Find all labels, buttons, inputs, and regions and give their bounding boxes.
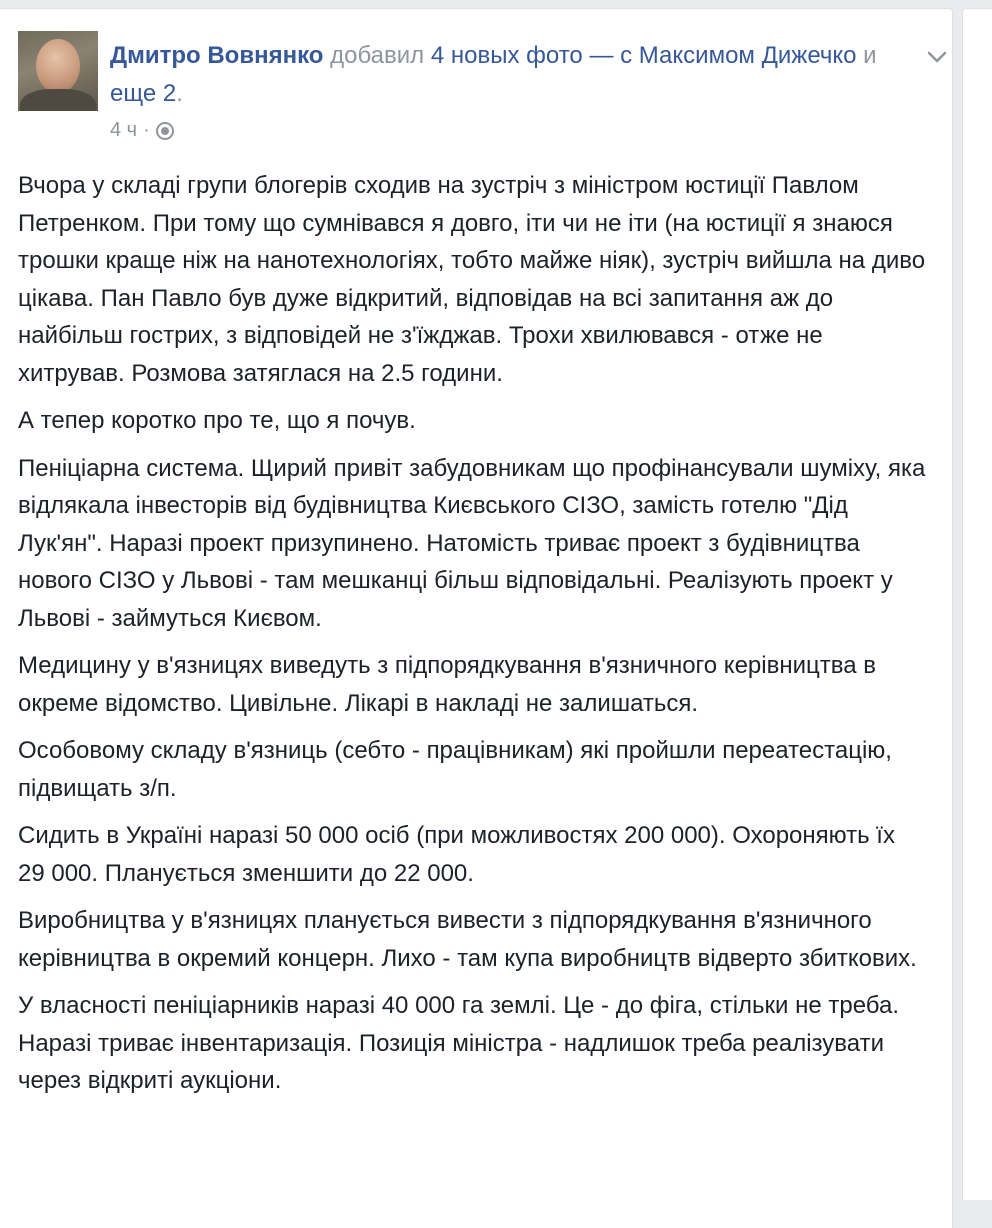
- headline-period: .: [176, 80, 183, 107]
- timestamp-link[interactable]: 4 ч: [110, 119, 138, 141]
- avatar-shirt: [20, 89, 96, 111]
- post-paragraph: А тепер коротко про те, що я почув.: [18, 407, 416, 434]
- and-text: и: [863, 42, 877, 69]
- author-link[interactable]: Дмитро Вовнянко: [110, 42, 324, 69]
- post-paragraph: Особовому складу в'язниць (себто - працівникам) які пройшли переатестацію, підвищать з/п.: [18, 737, 892, 802]
- post-headline: [110, 37, 900, 113]
- post-paragraph: Виробництва у в'язницях планується вивести з підпорядкування в'язничного керівництва в окремий концерн. Лихо - там купа виробництв відверто збиткових.: [18, 907, 917, 972]
- photos-link[interactable]: 4 новых фото: [430, 42, 583, 69]
- with-separator: — с: [589, 42, 633, 69]
- post-paragraph: Медицину у в'язницях виведуть з підпорядкування в'язничного керівництва в окреме відомство. Цивільне. Лікарі в накладі не залишаться.: [18, 652, 876, 717]
- globe-icon[interactable]: [156, 122, 174, 140]
- action-text: добавил: [330, 42, 425, 69]
- post-paragraph: Сидить в Україні наразі 50 000 осіб (при можливостях 200 000). Охороняють їх 29 000. Планується зменшити до 22 000.: [18, 822, 895, 887]
- post-card: [0, 8, 953, 1228]
- avatar[interactable]: [18, 31, 98, 111]
- post-paragraph: Вчора у складі групи блогерів сходив на зустріч з міністром юстиції Павлом Петренком. При тому що сумнівався я довго, іти чи не іти (на юстиції я знаюся трошки краще ніж на нанотехнологіях, тобто майже ніяк), зустріч вийшла на диво цікава. Пан Павло був дуже відкритий, відповідав на всі запитання аж до найбільш гострих, з відповідей не з'їжджав. Трохи хвилювався - отже не хитрував. Розмова затяглася на 2.5 години.: [18, 172, 926, 387]
- post-paragraph: Пеніціарна система. Щирий привіт забудовникам що профінансували шуміху, яка відлякала інвесторів від будівництва Києвського СІЗО, замість готелю "Дід Лук'ян". Наразі проект призупинено. Натомість триває проект з будівництва нового СІЗО у Львові - там мешканці більш відповідальні. Реалізують проект у Львові - займуться Києвом.: [18, 454, 926, 632]
- post-paragraph: У власності пеніціарників наразі 40 000 га землі. Це - до фіга, стільки не треба. Наразі триває інвентаризація. Позиція міністра - надлишок треба реалізувати через відкриті аукціони.: [18, 992, 900, 1094]
- avatar-head: [36, 39, 80, 93]
- post-meta: [110, 119, 174, 142]
- tagged-person-link[interactable]: Максимом Дижечко: [638, 42, 857, 69]
- others-link[interactable]: еще 2: [110, 80, 177, 107]
- post-body: [18, 167, 928, 1110]
- chevron-down-icon[interactable]: [923, 43, 951, 71]
- meta-dot: ·: [143, 119, 150, 141]
- post-header: [18, 31, 938, 151]
- right-column-panel: [962, 8, 992, 1200]
